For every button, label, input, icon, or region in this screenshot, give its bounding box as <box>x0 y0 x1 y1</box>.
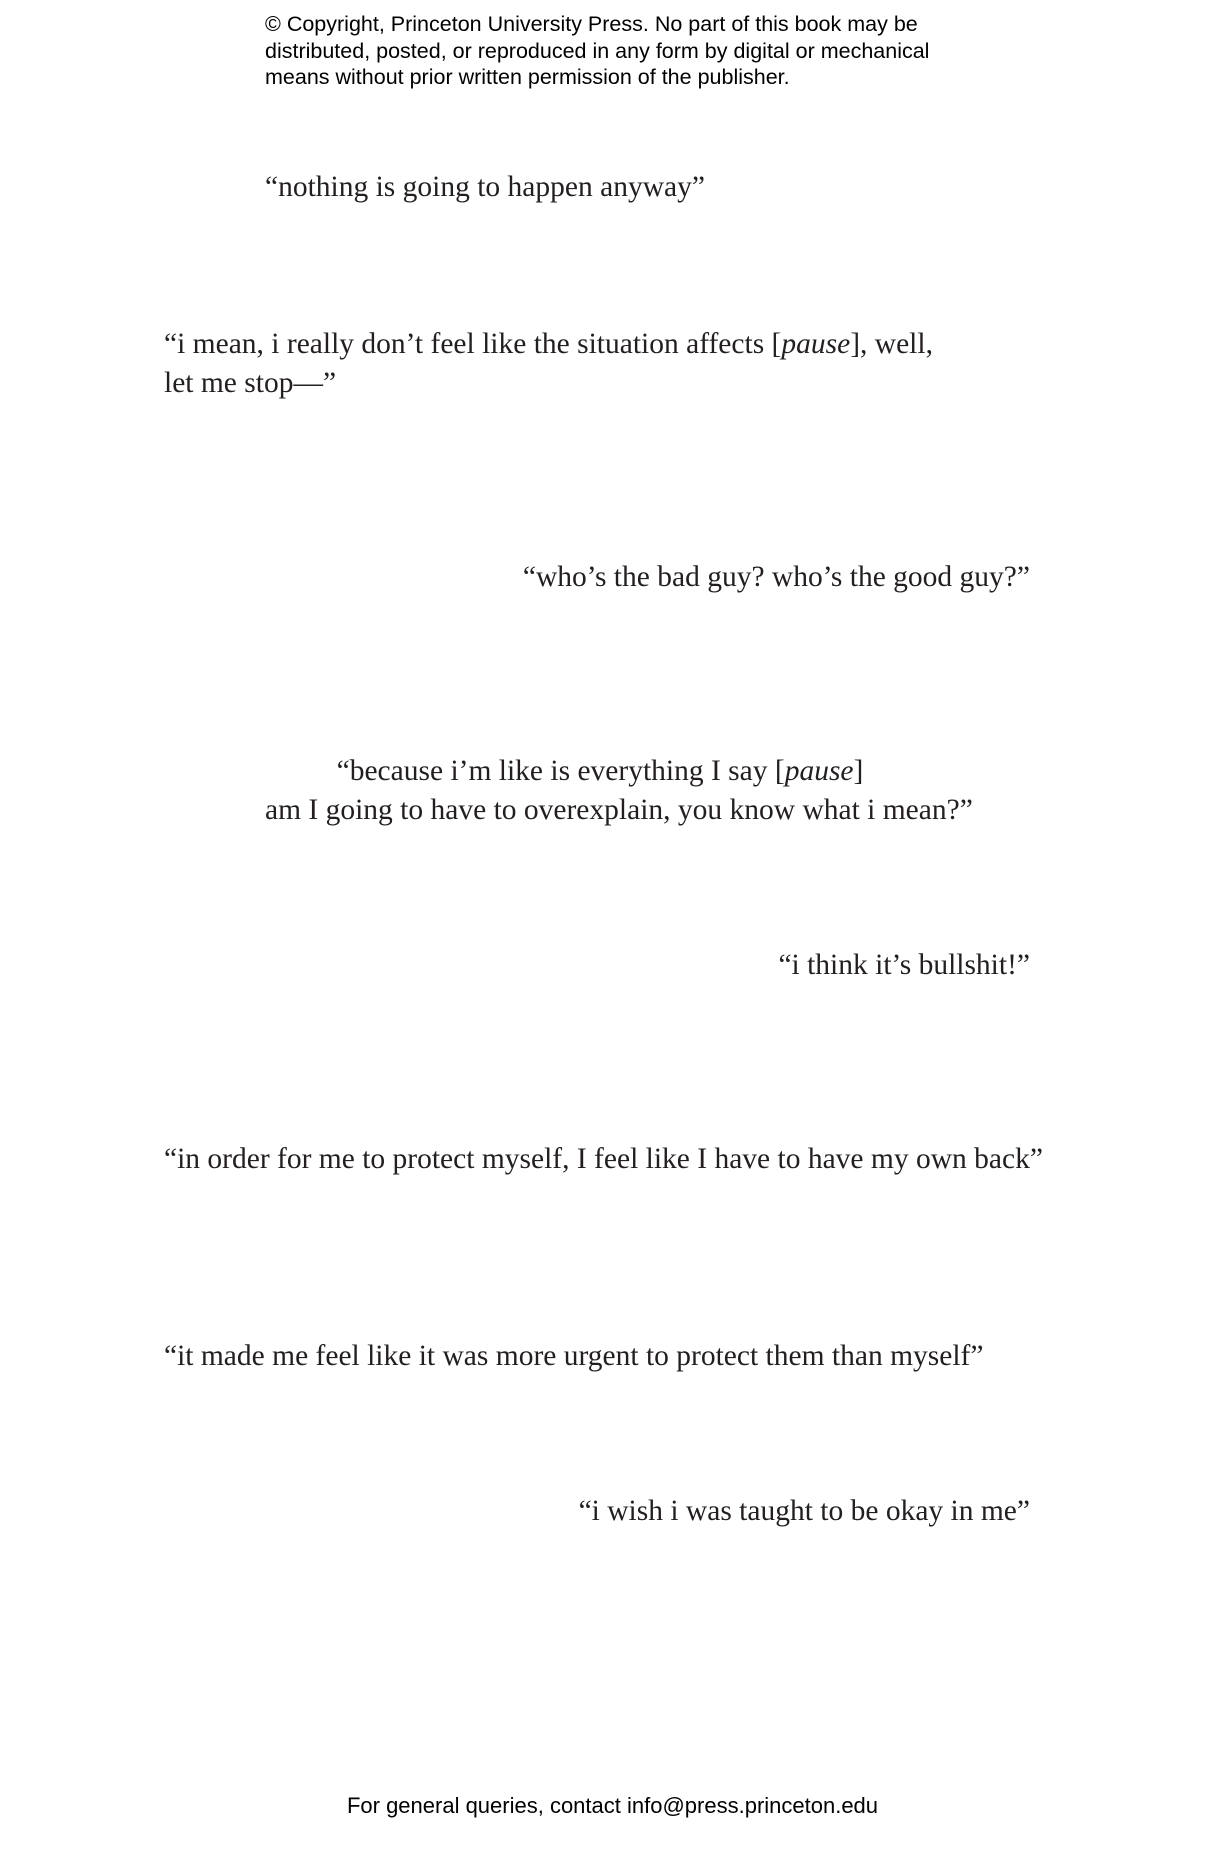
copyright-line: means without prior written permission of the publisher. <box>265 65 790 89</box>
quote-line-2: am I going to have to overexplain, you know what i mean?” <box>265 794 973 826</box>
pause-italic: pause <box>784 755 854 787</box>
copyright-line: distributed, posted, or reproduced in any form by digital or mechanical <box>265 38 930 63</box>
quote-okay-in-me <box>579 1492 1030 1531</box>
copyright-notice <box>265 11 985 91</box>
quote-bad-guy-good-guy <box>523 558 1030 597</box>
quote-overexplain <box>265 752 973 830</box>
quote-text: “i mean, i really don’t feel like the situation affects [ <box>164 328 782 360</box>
quote-text: “who’s the bad guy? who’s the good guy?” <box>522 561 1030 593</box>
quote-text: “i wish i was taught to be okay in me” <box>578 1495 1030 1527</box>
quote-line-1 <box>164 325 933 364</box>
quote-line-2: let me stop—” <box>164 367 337 399</box>
quote-nothing-happens <box>265 168 705 207</box>
quote-bullshit <box>778 946 1030 985</box>
quote-text: “it made me feel like it was more urgent to protect them than myself” <box>164 1340 984 1372</box>
quote-text: ], well, <box>850 328 933 360</box>
quote-situation-affects <box>164 325 933 403</box>
quote-text: “because i’m like is everything I say [ <box>336 755 785 787</box>
quote-protect-them <box>164 1337 983 1376</box>
copyright-line: © Copyright, Princeton University Press. No part of this book may be <box>265 12 918 36</box>
quote-text: “in order for me to protect myself, I feel like I have to have my own back” <box>164 1143 1043 1175</box>
pause-italic: pause <box>781 328 851 360</box>
quote-text: “nothing is going to happen anyway” <box>265 171 705 203</box>
footer-contact: For general queries, contact info@press.princeton.edu <box>346 1793 879 1818</box>
quote-text: ] <box>853 755 864 787</box>
quote-own-back <box>164 1140 1043 1179</box>
quote-text: “i think it’s bullshit!” <box>778 949 1030 981</box>
quote-line-1 <box>265 752 935 791</box>
